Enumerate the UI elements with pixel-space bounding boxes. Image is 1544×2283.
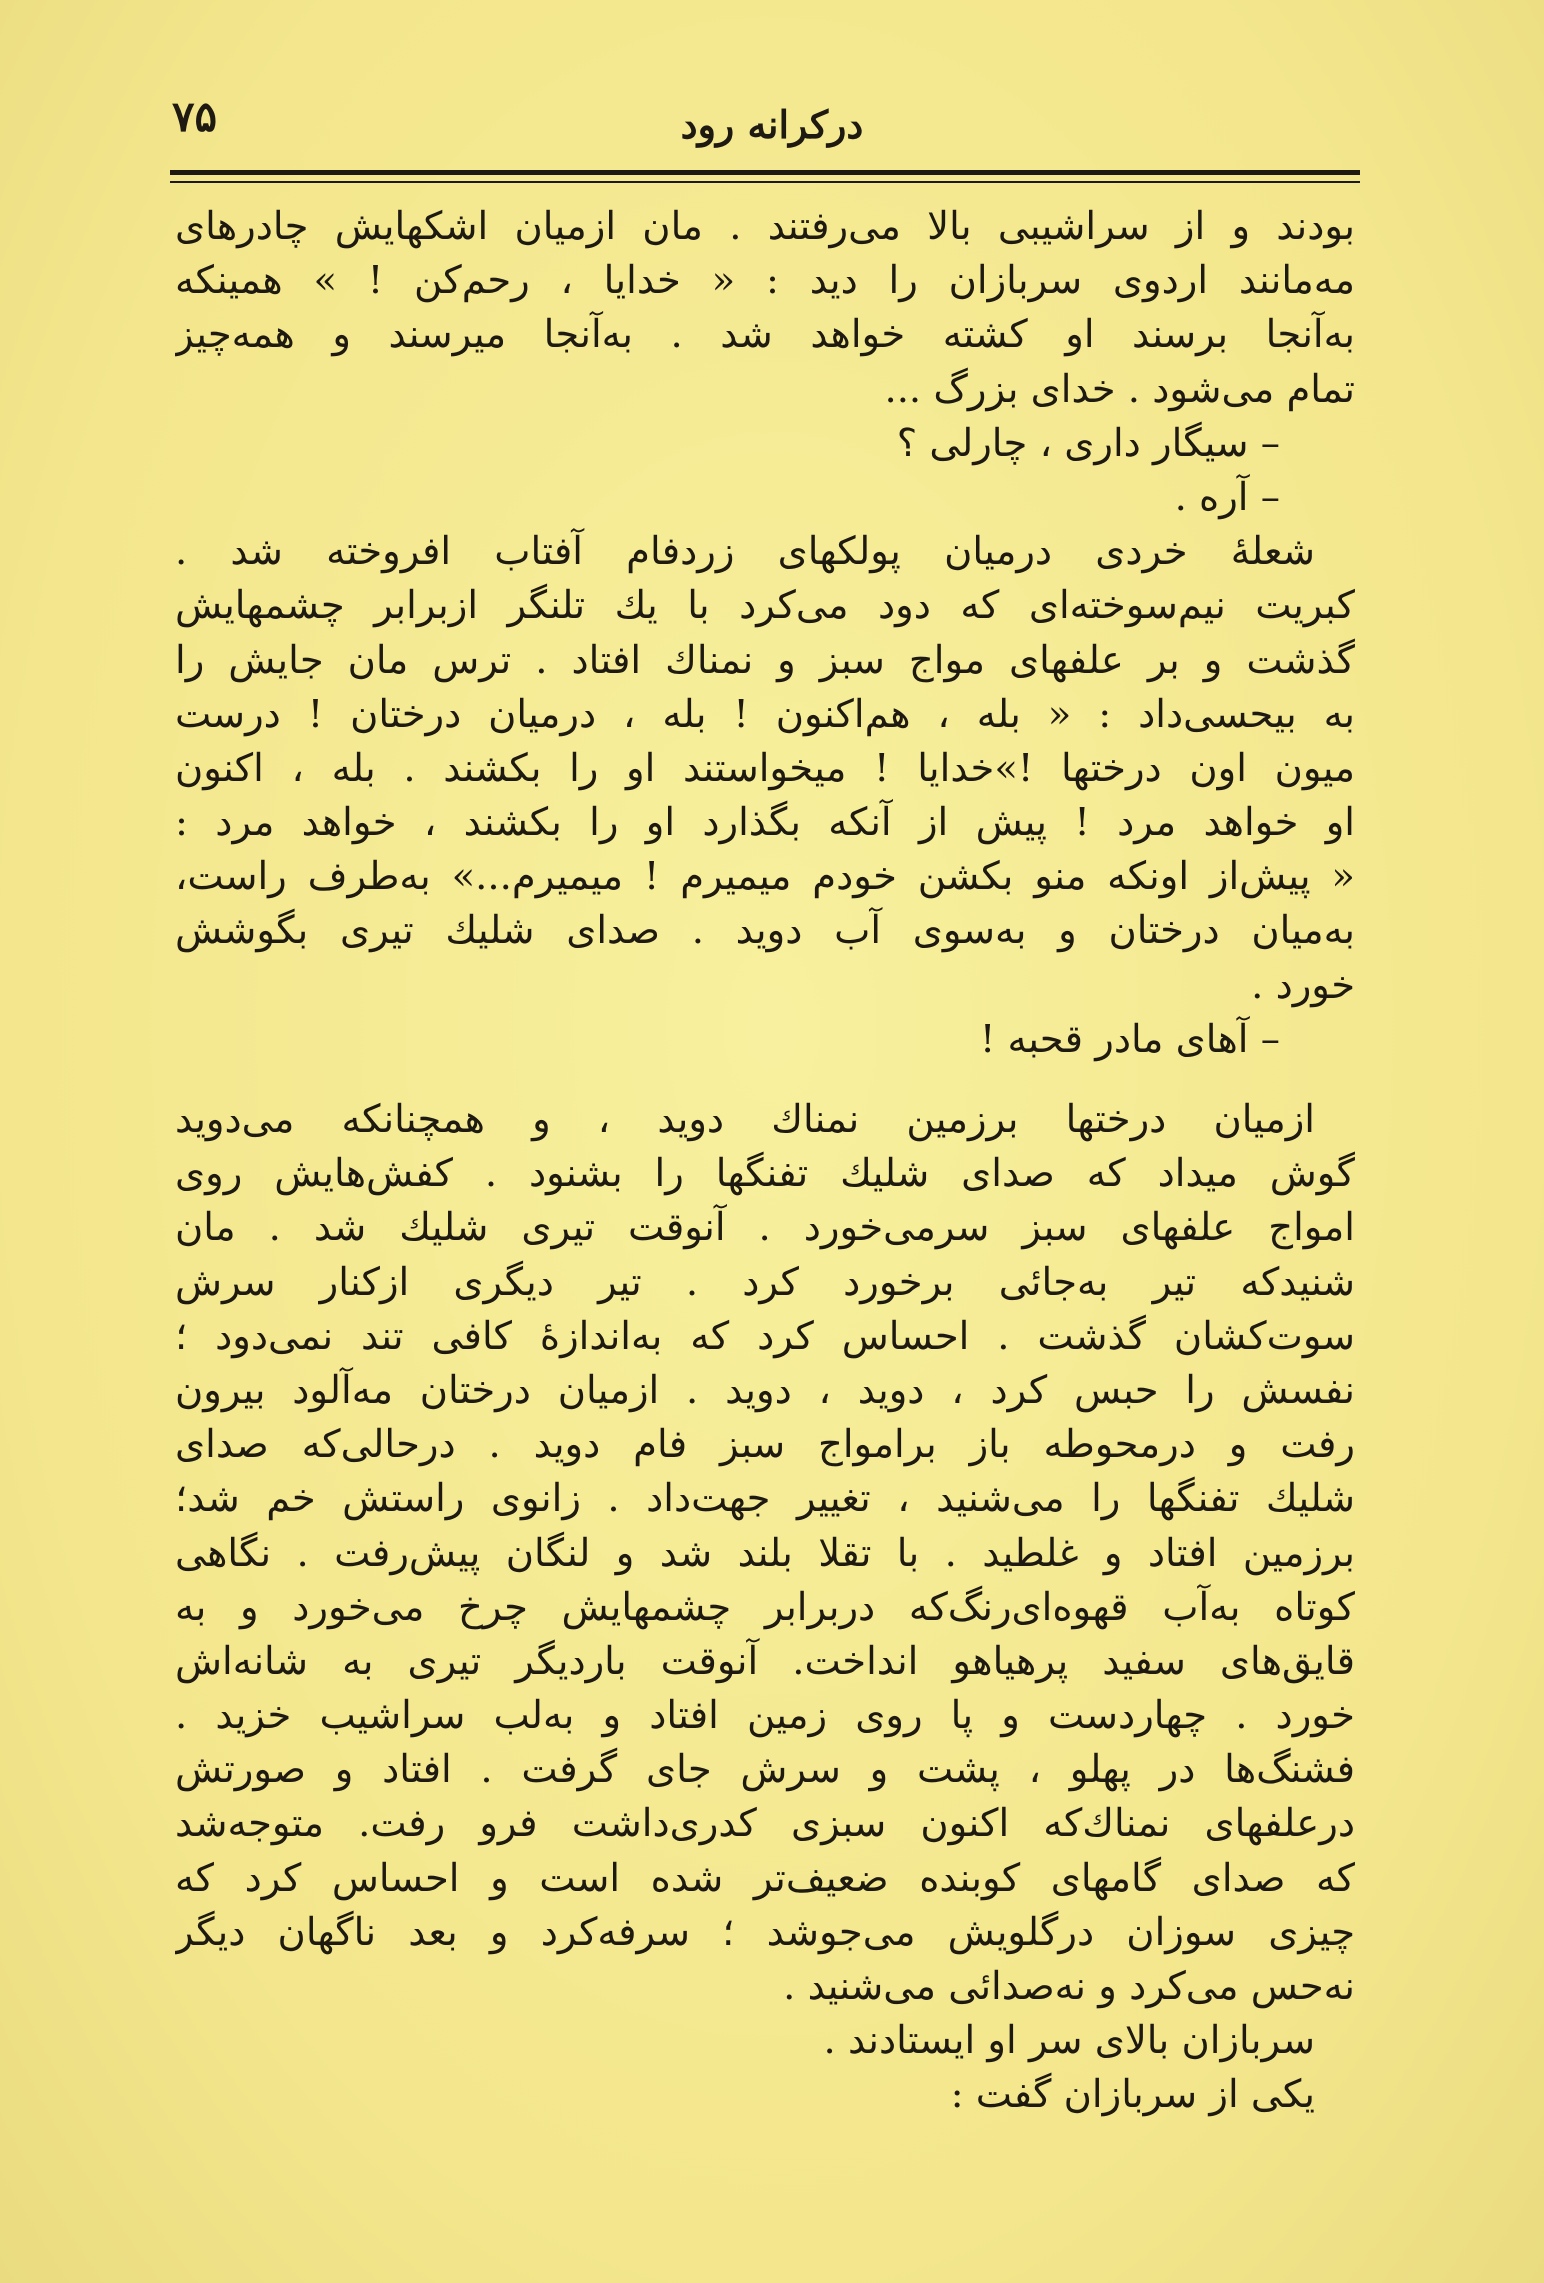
- paragraph-gap: [175, 1067, 1355, 1093]
- text-line: امواج علفهای سبز سرمی‌خورد . آنوقت تیری شلیك شد . مان: [175, 1205, 1355, 1251]
- text-line: درعلفهای نمناك‌که اکنون سبزی کدری‌داشت فرو رفت. متوجه‌شد: [175, 1801, 1355, 1847]
- header-rule-thin: [170, 181, 1360, 183]
- text-line: کوتاه به‌آب قهوه‌ای‌رنگ‌که دربرابر چشمهایش چرخ می‌خورد و به: [175, 1584, 1355, 1630]
- text-line: به بیحسی‌داد : « بله ، هم‌اکنون ! بله ، درمیان درختان ! درست: [175, 691, 1355, 737]
- text-line: تمام می‌شود . خدای بزرگ ...: [884, 366, 1355, 412]
- body-text: [175, 200, 1355, 2123]
- text-line: چیزی سوزان درگلویش می‌جوشد ؛ سرفه‌کرد و بعد ناگهان دیگر: [175, 1909, 1355, 1955]
- text-line: شعلهٔ خردی درمیان پولکهای زردفام آفتاب افروخته شد .: [175, 529, 1315, 575]
- text-line: رفت و درمحوطه باز برامواج سبز فام دوید . درحالی‌که صدای: [175, 1422, 1355, 1468]
- text-line: خورد .: [1251, 962, 1355, 1008]
- text-line: گوش میداد که صدای شلیك تفنگها را بشنود . کفش‌هایش روی: [175, 1151, 1355, 1197]
- text-line: برزمین افتاد و غلطید . با تقلا بلند شد و لنگان پیش‌رفت . نگاهی: [175, 1530, 1355, 1576]
- page-number: ۷۵: [172, 92, 218, 141]
- header-rule-thick: [170, 170, 1360, 175]
- text-line: یکی از سربازان گفت :: [950, 2072, 1315, 2118]
- text-line: شنیدکه تیر به‌جائی برخورد کرد . تیر دیگری ازکنار سرش: [175, 1259, 1355, 1305]
- text-line: میون اون درختها !»خدایا ! میخواستند او را بکشند . بله ، اکنون: [175, 745, 1355, 791]
- text-line: فشنگ‌ها در پهلو ، پشت و سرش جای گرفت . افتاد و صورتش: [175, 1747, 1355, 1793]
- text-line: قایق‌های سفید پرهیاهو انداخت. آنوقت باردیگر تیری به شانه‌اش: [175, 1638, 1355, 1684]
- text-line: شلیك تفنگها را می‌شنید ، تغییر جهت‌داد . زانوی راستش خم شد؛: [175, 1476, 1355, 1522]
- dialog-line: – آهای مادر قحبه !: [979, 1016, 1280, 1062]
- text-line: نه‌حس می‌کرد و نه‌صدائی می‌شنید .: [783, 1964, 1355, 2009]
- text-line: به‌آنجا برسند او کشته خواهد شد . به‌آنجا میرسند و همه‌چیز: [175, 312, 1355, 358]
- running-title: درکرانه رود: [680, 102, 864, 147]
- text-line: بودند و از سراشیبی بالا می‌رفتند . مان ازمیان اشکهایش چادرهای: [175, 204, 1355, 249]
- text-line: گذشت و بر علفهای مواج سبز و نمناك افتاد . ترس مان جایش را: [175, 637, 1355, 683]
- text-line: سربازان بالای سر او ایستادند .: [823, 2018, 1315, 2064]
- dialog-line: – آره .: [1174, 474, 1280, 520]
- text-line: کبریت نیم‌سوخته‌ای که دود می‌کرد با یك تلنگر ازبرابر چشمهایش: [175, 583, 1355, 629]
- text-line: که صدای گامهای کوبنده ضعیف‌تر شده است و احساس کرد که: [175, 1855, 1355, 1901]
- text-line: نفسش را حبس کرد ، دوید ، دوید . ازمیان درختان مه‌آلود بیرون: [175, 1367, 1355, 1413]
- text-line: او خواهد مرد ! پیش از آنکه بگذارد او را بکشند ، خواهد مرد :: [175, 800, 1355, 846]
- text-line: ازمیان درختها برزمین نمناك دوید ، و همچنانکه می‌دوید: [175, 1097, 1315, 1142]
- dialog-line: – سیگار داری ، چارلی ؟: [896, 420, 1280, 466]
- text-line: « پیش‌از اونکه منو بکشن خودم میمیرم ! میمیرم...» به‌طرف راست،: [175, 854, 1355, 900]
- text-line: مه‌مانند اردوی سربازان را دید : « خدایا ، رحم‌کن ! » همینکه: [175, 258, 1355, 304]
- text-line: به‌میان درختان و به‌سوی آب دوید . صدای شلیك تیری بگوشش: [175, 908, 1355, 954]
- text-line: خورد . چهاردست و پا روی زمین افتاد و به‌لب سراشیب خزید .: [175, 1693, 1355, 1739]
- text-line: سوت‌کشان گذشت . احساس کرد که به‌اندازهٔ کافی تند نمی‌دود ؛: [175, 1313, 1355, 1359]
